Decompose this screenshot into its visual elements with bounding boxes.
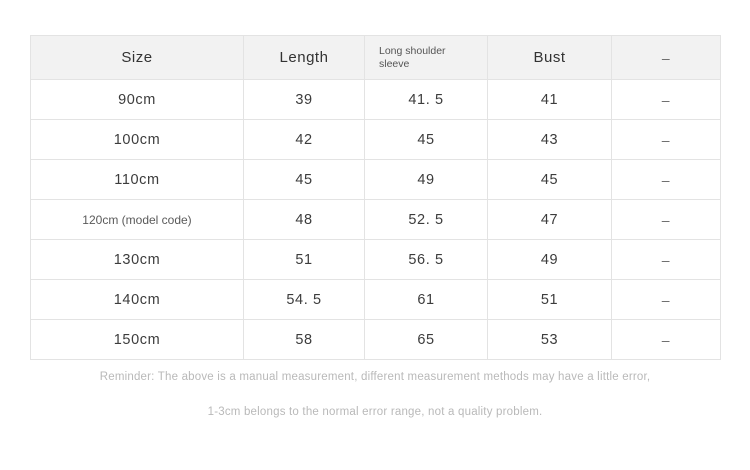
cell-size: 110cm: [31, 160, 244, 200]
cell-shoulder: 41. 5: [365, 80, 488, 120]
measurement-notes: [0, 370, 750, 440]
table-header: [31, 36, 721, 80]
table-row: [31, 200, 721, 240]
cell-length: 39: [244, 80, 365, 120]
cell-size: 150cm: [31, 320, 244, 360]
cell-extra: –: [612, 320, 721, 360]
column-header-length: Length: [244, 36, 365, 80]
cell-shoulder: 45: [365, 120, 488, 160]
cell-size: 100cm: [31, 120, 244, 160]
size-table: [30, 35, 721, 360]
cell-bust: 53: [488, 320, 612, 360]
note-line-2: 1-3cm belongs to the normal error range, not a quality problem.: [207, 406, 543, 418]
cell-shoulder: 52. 5: [365, 200, 488, 240]
cell-length: 48: [244, 200, 365, 240]
cell-bust: 45: [488, 160, 612, 200]
cell-size: 120cm (model code): [31, 200, 244, 240]
cell-bust: 51: [488, 280, 612, 320]
table-header-row: [31, 36, 721, 80]
cell-size: 140cm: [31, 280, 244, 320]
table-row: [31, 320, 721, 360]
cell-extra: –: [612, 80, 721, 120]
cell-extra: –: [612, 200, 721, 240]
table-row: [31, 80, 721, 120]
cell-length: 58: [244, 320, 365, 360]
cell-shoulder: 56. 5: [365, 240, 488, 280]
cell-extra: –: [612, 120, 721, 160]
cell-length: 42: [244, 120, 365, 160]
cell-length: 54. 5: [244, 280, 365, 320]
cell-extra: –: [612, 240, 721, 280]
cell-length: 45: [244, 160, 365, 200]
column-header-long-shoulder-sleeve: Long shoulder sleeve: [365, 36, 488, 80]
cell-shoulder: 65: [365, 320, 488, 360]
cell-bust: 49: [488, 240, 612, 280]
cell-shoulder: 61: [365, 280, 488, 320]
cell-extra: –: [612, 160, 721, 200]
cell-bust: 43: [488, 120, 612, 160]
column-header-bust: Bust: [488, 36, 612, 80]
cell-bust: 47: [488, 200, 612, 240]
cell-length: 51: [244, 240, 365, 280]
note-line-1: Reminder: The above is a manual measurement, different measurement methods may have a little error,: [99, 371, 651, 383]
cell-shoulder: 49: [365, 160, 488, 200]
cell-bust: 41: [488, 80, 612, 120]
table-row: [31, 120, 721, 160]
table-body: [31, 80, 721, 360]
column-header-size: Size: [31, 36, 244, 80]
column-header-blank: –: [612, 36, 721, 80]
table-row: [31, 160, 721, 200]
cell-size: 90cm: [31, 80, 244, 120]
table-row: [31, 240, 721, 280]
table-row: [31, 280, 721, 320]
cell-size: 130cm: [31, 240, 244, 280]
cell-extra: –: [612, 280, 721, 320]
